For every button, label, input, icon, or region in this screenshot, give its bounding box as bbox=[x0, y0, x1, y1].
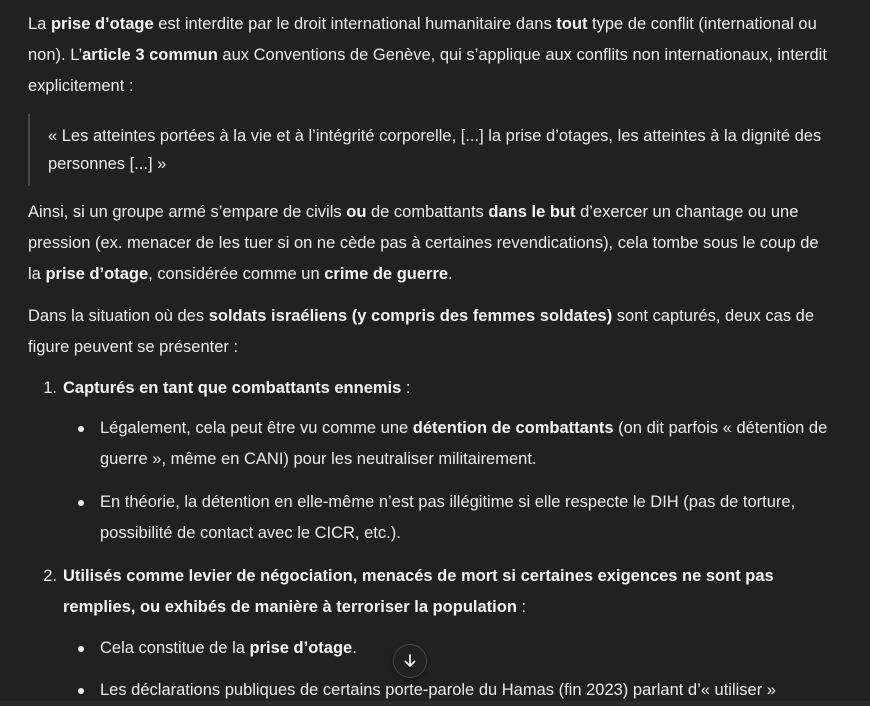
text: , considérée comme un bbox=[148, 265, 325, 283]
text: Dans la situation où des bbox=[28, 307, 209, 325]
bold-text: détention de combattants bbox=[412, 419, 614, 437]
text: Les déclarations publiques de certains porte-parole du Hamas (fin 2023) parlant d’« utiliser » bbox=[100, 681, 776, 699]
bullet-icon bbox=[78, 500, 84, 506]
scroll-to-bottom-button[interactable] bbox=[393, 644, 427, 678]
bullet-icon bbox=[78, 646, 84, 652]
bold-text: ou bbox=[346, 203, 367, 221]
list-number: 2. bbox=[43, 567, 57, 585]
bold-text: crime de guerre bbox=[324, 265, 449, 283]
text: aux Conventions de Genève, qui s’applique aux conflits non internationaux, interdit explicitement : bbox=[28, 46, 827, 95]
bullet-icon bbox=[78, 688, 84, 694]
text: (on dit parfois « détention de guerre », même en CANI) pour les neutraliser militairement. bbox=[100, 419, 828, 468]
list-item bbox=[100, 413, 830, 475]
paragraph-hostage bbox=[28, 197, 828, 290]
list-number: 1. bbox=[43, 379, 57, 397]
bold-text: prise d’otage bbox=[50, 15, 154, 33]
text: : bbox=[516, 598, 527, 616]
bold-text: soldats israéliens (y compris des femmes soldates) bbox=[208, 307, 613, 325]
list-item bbox=[100, 487, 830, 549]
text: : bbox=[401, 379, 411, 397]
bullet-icon bbox=[78, 426, 84, 432]
bold-text: Utilisés comme levier de négociation, menacés de mort si certaines exigences ne sont pas remplies, ou exhibés de manière à terroriser la population bbox=[63, 567, 774, 616]
text: . bbox=[448, 265, 453, 283]
text: type de conflit (international ou non). L’ bbox=[28, 15, 817, 64]
bold-text: prise d’otage bbox=[45, 265, 149, 283]
bold-text: prise d’otage bbox=[249, 639, 353, 657]
bold-text: article 3 commun bbox=[82, 46, 218, 64]
text: Légalement, cela peut être vu comme une bbox=[100, 419, 413, 437]
bold-text: dans le but bbox=[488, 203, 576, 221]
paragraph-soldiers bbox=[28, 301, 838, 363]
bold-text: tout bbox=[556, 15, 588, 33]
list-item bbox=[43, 373, 833, 404]
text: Cela constitue de la bbox=[100, 639, 250, 657]
list-item bbox=[43, 561, 833, 623]
paragraph-intro bbox=[28, 9, 828, 102]
text: d’exercer un chantage ou une pression (ex. menacer de les tuer si on ne cède pas à certaines revendications), cela tombe sous le coup de la bbox=[28, 203, 819, 283]
arrow-down-icon bbox=[402, 653, 418, 669]
list-item bbox=[100, 633, 400, 664]
bottom-edge bbox=[0, 701, 870, 705]
text: En théorie, la détention en elle-même n’est pas illégitime si elle respecte le DIH (pas de torture, possibilité de contact avec le CICR, etc.). bbox=[100, 493, 796, 542]
blockquote bbox=[28, 114, 838, 186]
text: La bbox=[28, 15, 51, 33]
bold-text: Capturés en tant que combattants ennemis bbox=[63, 379, 402, 397]
text: est interdite par le droit international humanitaire dans bbox=[153, 15, 557, 33]
text: Ainsi, si un groupe armé s’empare de civils bbox=[28, 203, 347, 221]
text: sont capturés, deux cas de figure peuvent se présenter : bbox=[28, 307, 815, 356]
quote-text: « Les atteintes portées à la vie et à l’intégrité corporelle, [...] la prise d’otages, les atteintes à la dignité des personnes [...] » bbox=[48, 127, 822, 173]
text: de combattants bbox=[366, 203, 489, 221]
text: . bbox=[352, 639, 357, 657]
